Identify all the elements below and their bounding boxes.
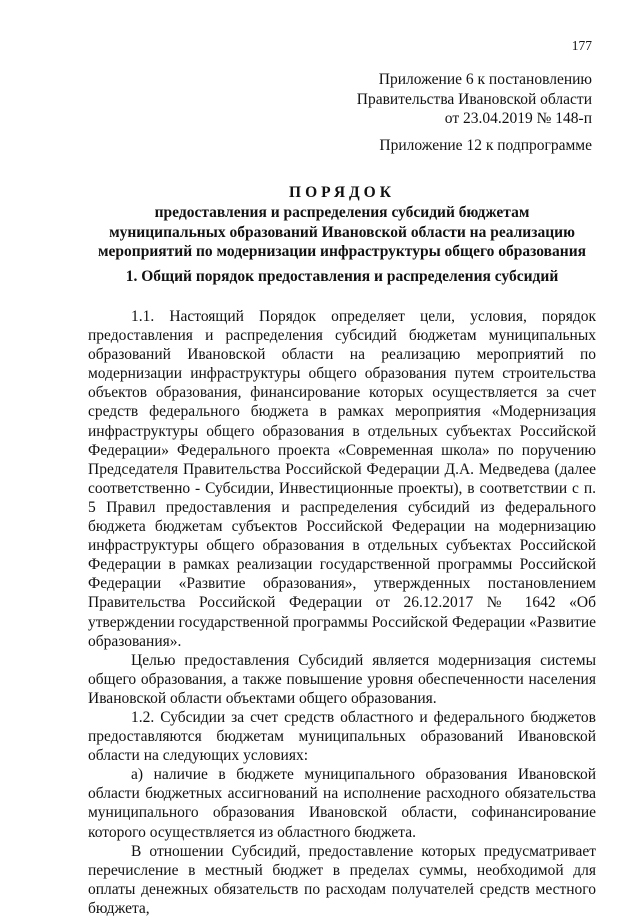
- appendix-6-line-3: от 23.04.2019 № 148-п: [444, 110, 592, 127]
- paragraph-1-2: 1.2. Субсидии за счет средств областного и федерального бюджетов предоставляются бюджетам муниципальных образований Ивановской области на следующих условиях:: [88, 708, 596, 765]
- paragraph-subsidy-transfer: В отношении Субсидий, предоставление которых предусматривает перечисление в местный бюджет в пределах суммы, необходимой для оплаты денежных обязательств по расходам получателей средств местного бюджета,: [88, 842, 596, 917]
- document-subtitle: [88, 203, 596, 262]
- paragraph-1-1: 1.1. Настоящий Порядок определяет цели, условия, порядок предоставления и распределения субсидий бюджетам муниципальных образований Ивановской области на реализацию мероприятий по модернизации инфраструктуры общего образования путем строительства объектов образования, финансирование которых осуществляется за счет средств федерального бюджета в рамках мероприятия «Модернизация инфраструктуры общего образования в отдельных субъектах Российской Федерации» Федерального проекта «Современная школа» по поручению Председателя Правительства Российской Федерации Д.А. Медведева (далее соответственно - Субсидии, Инвестиционные проекты), в соответствии с п. 5 Правил предоставления и распределения субсидий из федерального бюджета бюджетам субъектов Российской Федерации на модернизацию инфраструктуры общего образования в отдельных субъектах Российской Федерации в рамках реализации государственной программы Российской Федерации «Развитие образования», утвержденных постановлением Правительства Российской Федерации от 26.12.2017 № 1642 «Об утверждении государственной программы Российской Федерации «Развитие образования».: [88, 308, 596, 650]
- appendix-6-line-2: Правительства Ивановской области: [356, 90, 592, 108]
- appendix-12-reference: [379, 136, 592, 156]
- paragraph-condition-a: а) наличие в бюджете муниципального образования Ивановской области бюджетных ассигнований на исполнение расходного обязательства муниципального образования Ивановской области, софинансирование которого осуществляется из областного бюджета.: [88, 766, 596, 841]
- paragraph-purpose: Целью предоставления Субсидий является модернизация системы общего образования, а также повышение уровня обеспеченности населения Ивановской области объектами общего образования.: [88, 651, 596, 707]
- appendix-6-reference: [357, 70, 592, 129]
- document-body: [88, 307, 596, 918]
- document-subtitle-line-2: муниципальных образований Ивановской области на реализацию: [109, 223, 575, 241]
- appendix-12-line-1: Приложение 12 к подпрограмме: [379, 137, 592, 154]
- document-subtitle-line-1: предоставления и распределения субсидий бюджетам: [154, 204, 530, 221]
- document-title: ПОРЯДОК: [289, 184, 395, 201]
- page-number: 177: [571, 38, 592, 53]
- document-subtitle-line-3: мероприятий по модернизации инфраструктуры общего образования: [97, 243, 587, 260]
- appendix-6-line-1: Приложение 6 к постановлению: [378, 71, 592, 88]
- document-title-block: [88, 183, 596, 262]
- section-1-heading: 1. Общий порядок предоставления и распределения субсидий: [125, 268, 559, 285]
